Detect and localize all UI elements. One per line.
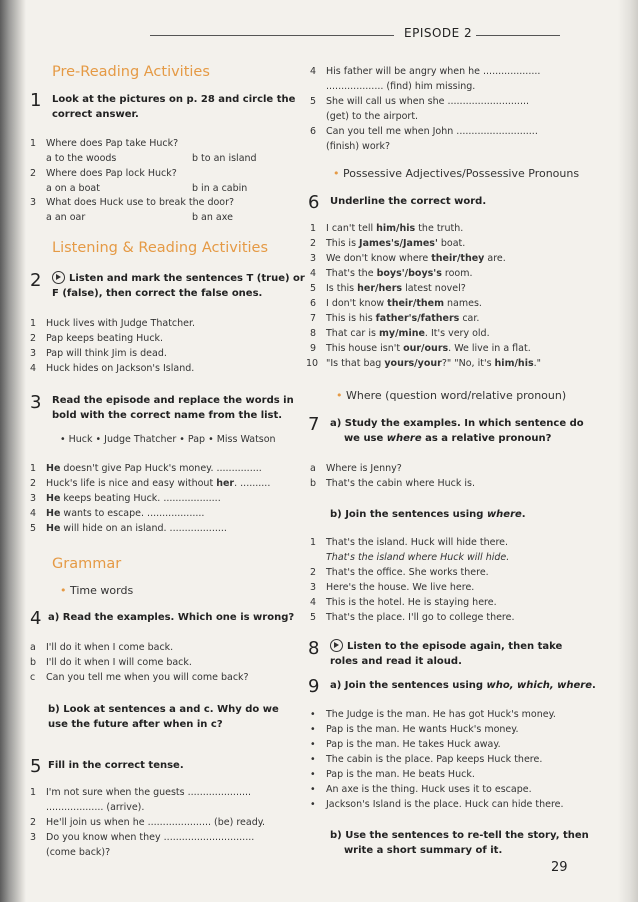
ex7-instruction-a-line2: we use where as a relative pronoun? [343,433,552,444]
ex6-item-5: 5 Is this her/hers latest novel? [310,283,466,294]
ex6-item-4: 4 That's the boys'/boys's room. [310,268,473,279]
ex6-item-6: 6 I don't know their/them names. [310,298,482,309]
ex9-item-6: • An axe is the thing. Huck uses it to escape. [310,784,532,795]
ex9-item-7: • Jackson's Island is the place. Huck can hide there. [310,799,564,810]
episode-header [150,26,560,46]
ex3-instruction-line2: bold with the correct name from the list. [52,410,283,421]
ex8-instruction-line1: Listen to the episode again, then take [347,641,563,652]
ex9-item-3: • Pap is the man. He takes Huck away. [310,739,501,750]
page-edge-shadow [618,0,638,902]
ex9-item-4: • The cabin is the place. Pap keeps Huck there. [310,754,543,765]
ex3-item-5: 5 He will hide on an island. ................... [30,523,227,534]
book-spine-shadow [0,0,26,902]
ex7-example-a: a Where is Jenny? [310,463,402,474]
ex3-item-4: 4 He wants to escape. ................... [30,508,205,519]
ex1-q3: 3 What does Huck use to break the door? [30,197,235,208]
ex2-instruction-line2: F (false), then correct the false ones. [52,288,263,299]
ex5-item-6: 6 Can you tell me when John ........................... [310,126,538,137]
ex9-instruction-b-line2: write a short summary of it. [343,845,503,856]
ex3-instruction [52,393,294,423]
ex6-item-9: 9 This house isn't our/ours. We live in a flat. [310,343,531,354]
ex2-instruction-line1: Listen and mark the sentences T (true) or [69,273,305,284]
ex6-item-7: 7 This is his father's/fathers car. [310,313,480,324]
ex4-item-c: c Can you tell me when you will come back? [30,672,249,683]
ex7-item-4: 4 This is the hotel. He is staying here. [310,597,497,608]
ex6-item-1: 1 I can't tell him/his the truth. [310,223,464,234]
ex7-item-1: 1 That's the island. Huck will hide there. [310,537,509,548]
ex3-item-3: 3 He keeps beating Huck. ................... [30,493,221,504]
ex4-instruction-b-line1: b) Look at sentences a and c. Why do we [48,704,279,715]
ex5-item-3: 3 Do you know when they .............................. [30,832,255,843]
ex9-instruction-b-line1: b) Use the sentences to re-tell the story, then [330,830,589,841]
ex5-item-4: 4 His father will be angry when he ................... [310,66,541,77]
ex8-instruction [330,639,562,669]
ex5-item-1: 1 I'm not sure when the guests ..................... [30,787,252,798]
ex8-number: 8 [308,638,320,659]
header-rule-right [476,35,560,36]
ex4-item-b: b I'll do it when I will come back. [30,657,192,668]
ex2-item-2: 2 Pap keeps beating Huck. [30,333,164,344]
header-rule-left [150,35,394,36]
ex2-item-3: 3 Pap will think Jim is dead. [30,348,167,359]
ex6-number: 6 [308,192,320,213]
ex4-item-a: a I'll do it when I come back. [30,642,174,653]
ex6-item-8: 8 That car is my/mine. It's very old. [310,328,490,339]
ex9-item-5: • Pap is the man. He beats Huck. [310,769,475,780]
ex5-item-5-cont: (get) to the airport. [326,111,419,122]
ex3-instruction-line1: Read the episode and replace the words in [52,395,294,406]
ex5-item-2: 2 He'll join us when he ..................... (be) ready. [30,817,266,828]
ex2-item-1: 1 Huck lives with Judge Thatcher. [30,318,196,329]
ex1-q2: 2 Where does Pap lock Huck? [30,168,177,179]
ex7-number: 7 [308,414,320,435]
ex4-instruction-b-line2: use the future after when in c? [48,719,223,730]
audio-cd-icon [330,639,343,652]
time-words-subtitle: • Time words [60,584,134,597]
ex9-number: 9 [308,676,320,697]
ex3-item-2: 2 Huck's life is nice and easy without her. .......... [30,478,271,489]
ex1-instruction [52,92,295,122]
audio-cd-icon [52,271,65,284]
ex2-instruction [52,271,305,301]
ex9-item-2: • Pap is the man. He wants Huck's money. [310,724,519,735]
ex3-item-1: 1 He doesn't give Pap Huck's money. ............... [30,463,262,474]
pre-reading-title: Pre-Reading Activities [52,64,210,80]
ex1-q1-options: a to the woods b to an island [46,153,257,164]
ex7-item-5: 5 That's the place. I'll go to college there. [310,612,515,623]
ex5-item-6-cont: (finish) work? [326,141,391,152]
ex1-q3-options: a an oar b an axe [46,212,233,223]
ex7-instruction-b: b) Join the sentences using where. [330,509,526,520]
ex1-instruction-line2: correct answer. [52,109,139,120]
possessive-subtitle: • Possessive Adjectives/Possessive Pronouns [333,167,580,180]
ex5-instruction: Fill in the correct tense. [48,760,184,771]
ex7-instruction-a [330,416,584,446]
ex3-name-list: • Huck • Judge Thatcher • Pap • Miss Watson [60,434,276,445]
ex4-instruction-a: a) Read the examples. Which one is wrong? [48,612,295,623]
ex8-instruction-line2: roles and read it aloud. [330,656,462,667]
ex5-item-1-cont: ................... (arrive). [46,802,145,813]
ex4-instruction-b [48,702,279,732]
ex5-item-5: 5 She will call us when she ........................... [310,96,530,107]
ex4-number: 4 [30,608,42,629]
ex6-instruction: Underline the correct word. [330,196,487,207]
ex7-instruction-a-line1: a) Study the examples. In which sentence do [330,418,584,429]
ex5-number: 5 [30,756,42,777]
ex1-q2-options: a on a boat b in a cabin [46,183,248,194]
ex7-item-3: 3 Here's the house. We live here. [310,582,475,593]
ex1-instruction-line1: Look at the pictures on p. 28 and circle the [52,94,296,105]
ex2-item-4: 4 Huck hides on Jackson's Island. [30,363,195,374]
ex6-item-10: 10 "Is that bag yours/your?" "No, it's him/his." [306,358,541,369]
ex3-number: 3 [30,392,42,413]
episode-label: EPISODE 2 [404,26,473,40]
ex9-instruction-b [330,828,589,858]
ex6-item-3: 3 We don't know where their/they are. [310,253,506,264]
where-subtitle: • Where (question word/relative pronoun) [336,389,567,402]
ex9-instruction-a: a) Join the sentences using who, which, where. [330,680,596,691]
ex2-number: 2 [30,270,42,291]
ex1-q1: 1 Where does Pap take Huck? [30,138,179,149]
page-number: 29 [551,860,568,875]
ex6-item-2: 2 This is James's/James' boat. [310,238,466,249]
ex5-item-3-cont: (come back)? [46,847,111,858]
ex9-item-1: • The Judge is the man. He has got Huck's money. [310,709,556,720]
ex1-number: 1 [30,90,42,111]
grammar-title: Grammar [52,556,122,572]
listening-title: Listening & Reading Activities [52,240,269,256]
ex7-example-b: b That's the cabin where Huck is. [310,478,476,489]
ex5-item-4-cont: ................... (find) him missing. [326,81,476,92]
ex7-item-1-answer: That's the island where Huck will hide. [326,552,510,563]
ex7-item-2: 2 That's the office. She works there. [310,567,489,578]
